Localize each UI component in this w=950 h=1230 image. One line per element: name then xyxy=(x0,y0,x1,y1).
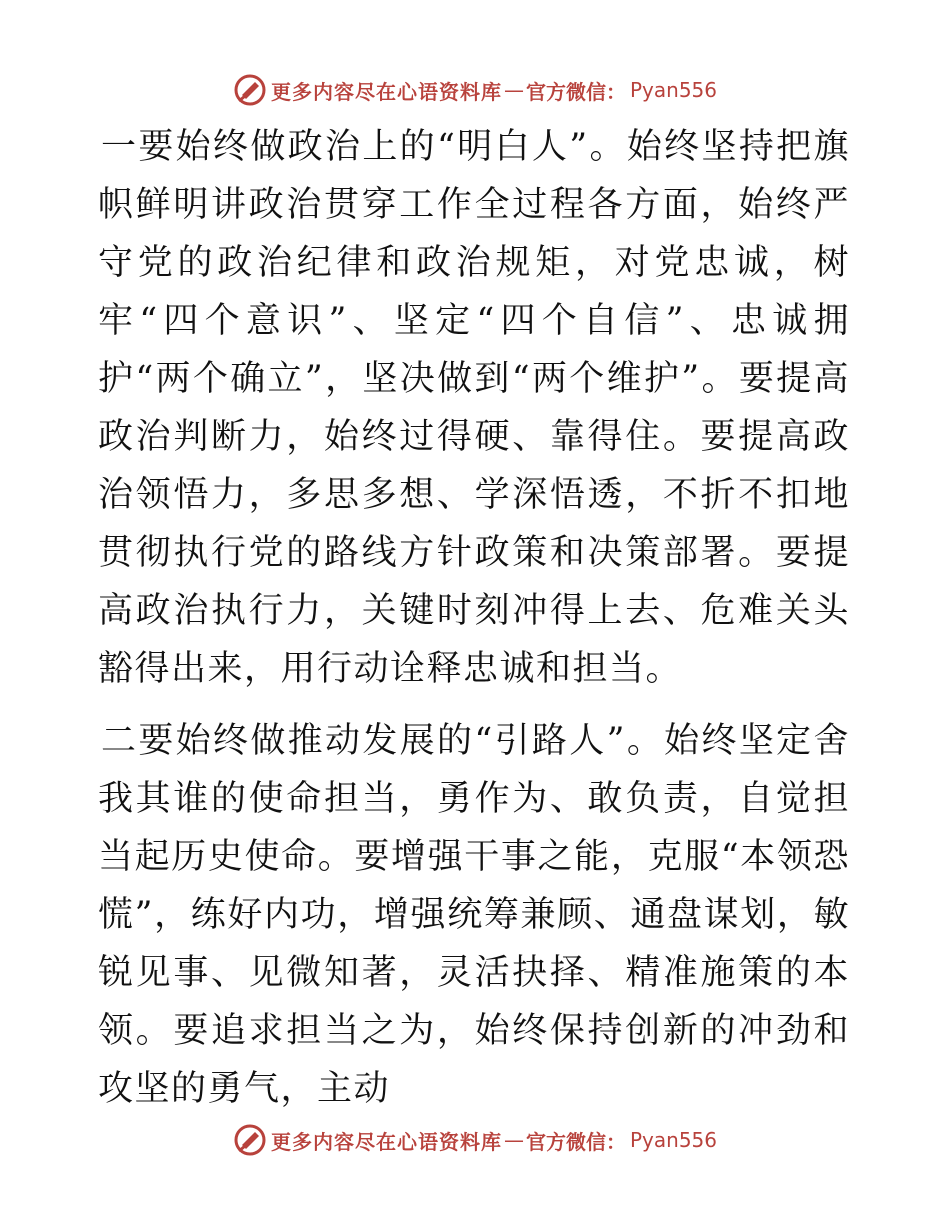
banner-slogan: 更多内容尽在心语资料库 xyxy=(270,1129,502,1154)
banner-separator: — xyxy=(503,78,524,102)
footer-banner xyxy=(0,1118,950,1162)
brand-logo-icon xyxy=(233,1123,267,1157)
paragraph-2: 二要始终做推动发展的“引路人”。始终坚定舍我其谁的使命担当，勇作为、敢负责，自觉担当起历史使命。要增强干事之能，克服“本领恐慌”，练好内功，增强统筹兼顾、通盘谋划，敏锐见事、见微知著，灵活抉择、精准施策的本领。要追求担当之为，始终保持创新的冲劲和攻坚的勇气，主动 xyxy=(98,721,850,1109)
banner-separator: — xyxy=(503,1128,524,1152)
paragraph-1: 一要始终做政治上的“明白人”。始终坚持把旗帜鲜明讲政治贯穿工作全过程各方面，始终严守党的政治纪律和政治规矩，对党忠诚，树牢“四个意识”、坚定“四个自信”、忠诚拥护“两个确立”，坚决做到“两个维护”。要提高政治判断力，始终过得硬、靠得住。要提高政治领悟力，多思多想、学深悟透，不折不扣地贯彻执行党的路线方针政策和决策部署。要提高政治执行力，关键时刻冲得上去、危难关头豁得出来，用行动诠释忠诚和担当。 xyxy=(98,127,850,689)
banner-wechat-id: Pyan556 xyxy=(629,1128,717,1152)
banner-wechat-label: 官方微信： xyxy=(525,1129,626,1154)
header-banner xyxy=(0,68,950,112)
brand-logo-icon xyxy=(233,73,267,107)
banner-wechat-label: 官方微信： xyxy=(525,79,626,104)
banner-slogan: 更多内容尽在心语资料库 xyxy=(270,79,502,104)
banner-wechat-id: Pyan556 xyxy=(629,78,717,102)
document-body xyxy=(98,118,850,1118)
